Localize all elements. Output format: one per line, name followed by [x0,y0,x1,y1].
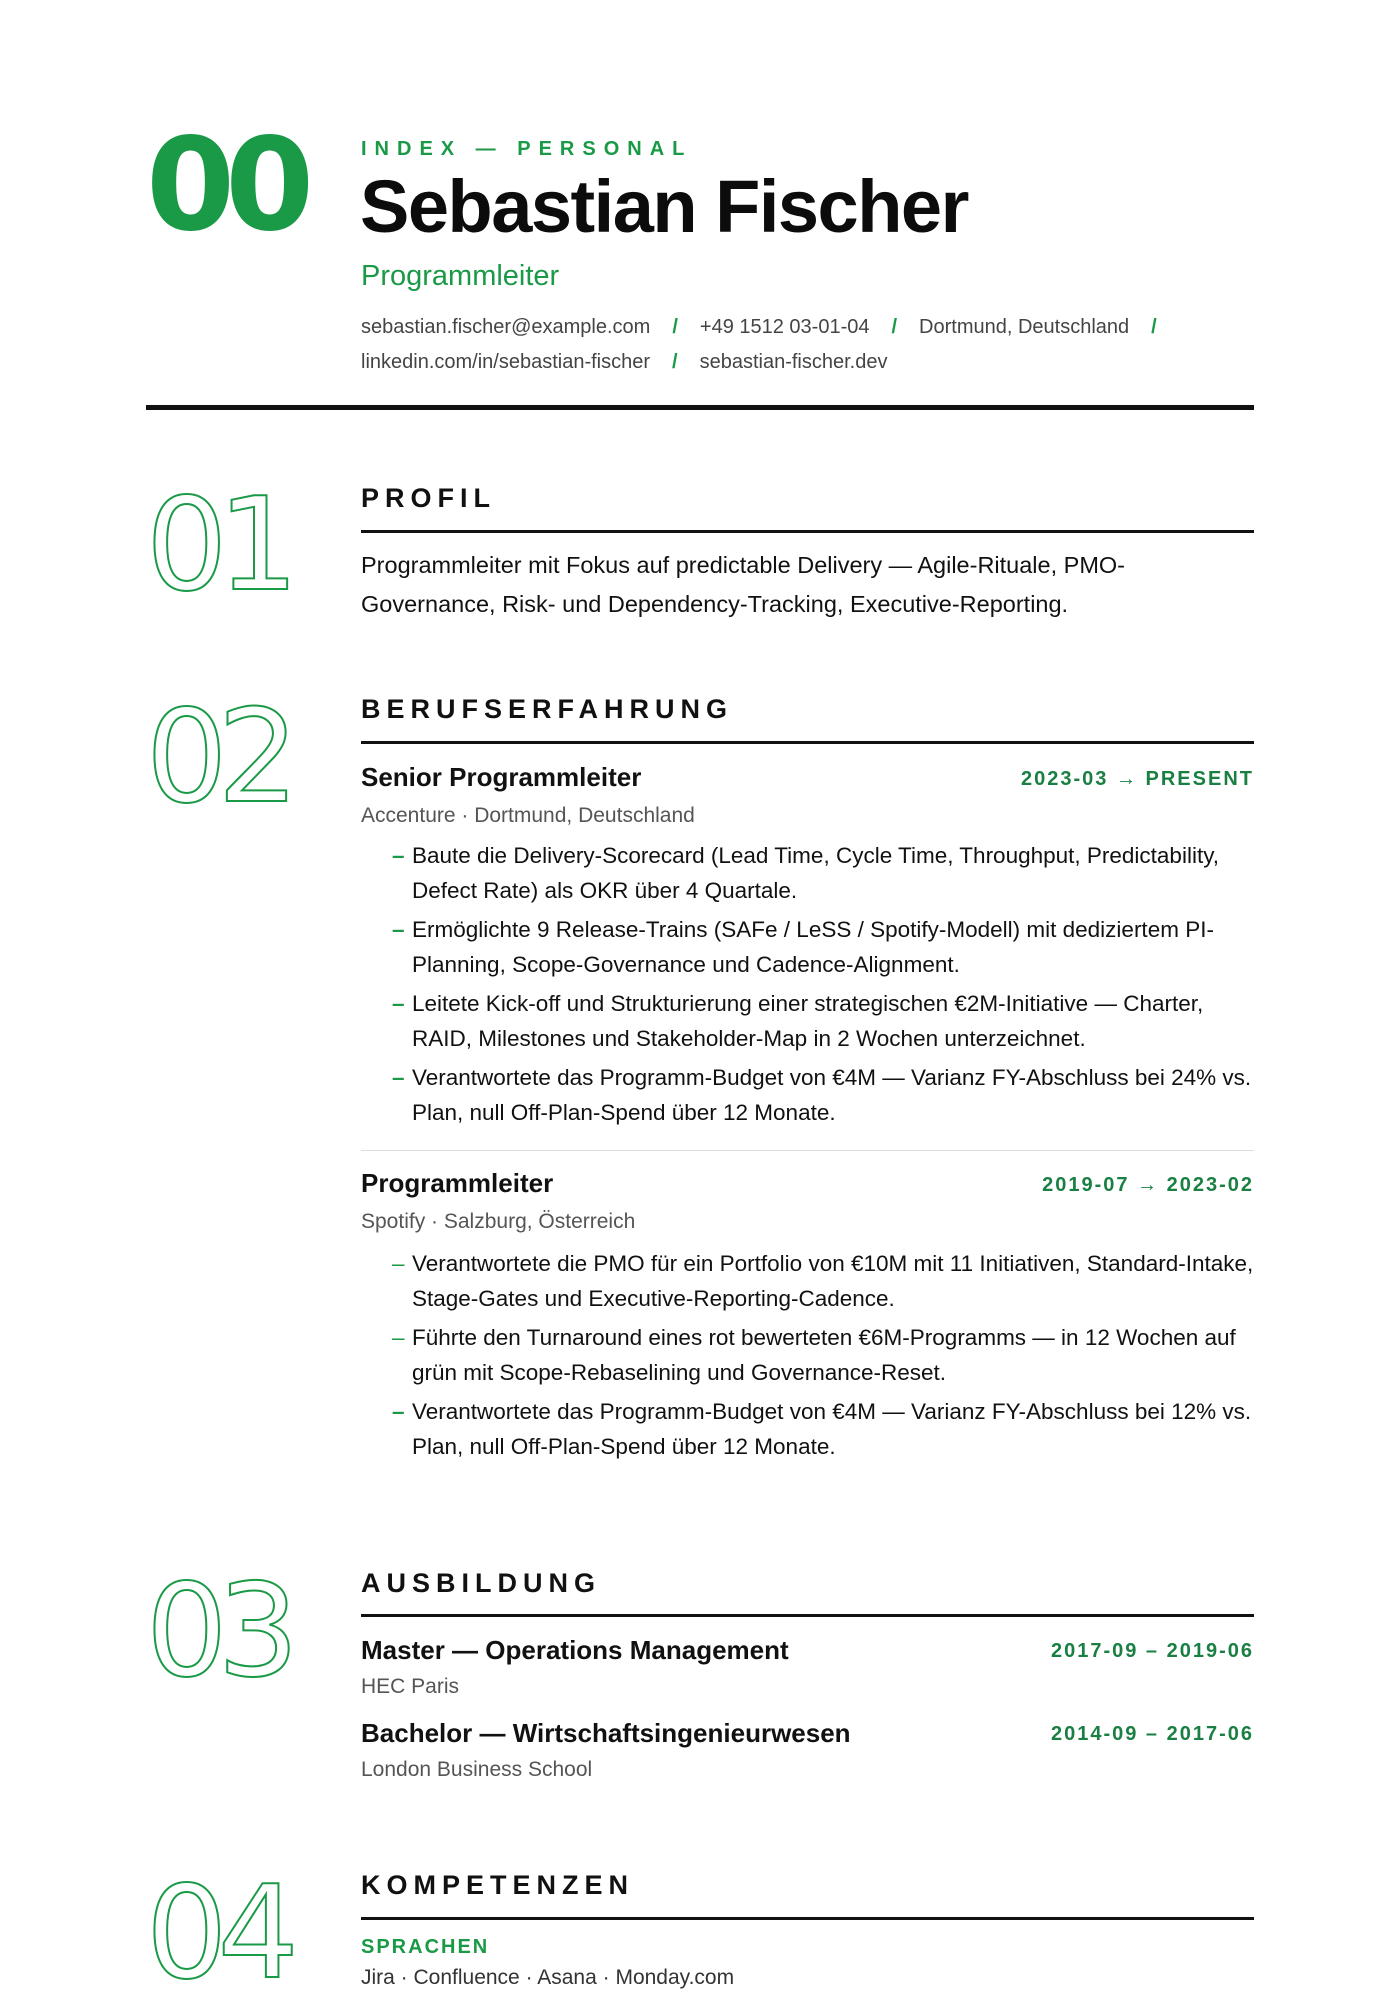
index-number-01: 01 [146,471,289,620]
section-rule [361,530,1254,533]
job-date: 2023-03 → PRESENT [1021,768,1254,790]
profile-text: Programmleiter mit Fokus auf predictable Delivery — Agile-Rituale, PMO-Governance, Risk- und Dependency-Tracking, Executive-Reporting. [361,552,1126,617]
index-number-03: 03 [146,1557,289,1706]
section-rule [361,1917,1254,1920]
bullet-dash-icon: – [392,843,405,868]
header-divider [146,405,1254,410]
job-bullets [392,1246,1254,1468]
skill-category: SPRACHEN [361,1936,490,1958]
list-item: – Verantwortete das Programm-Budget von €4M — Varianz FY-Abschluss bei 24% vs. Plan, null Off-Plan-Spend über 12 Monate. [392,1060,1254,1130]
section-rule [361,741,1254,744]
contact-email[interactable]: sebastian.fischer@example.com [361,316,651,338]
list-item: – Ermöglichte 9 Release-Trains (SAFe / LeSS / Spotify-Modell) mit dediziertem PI-Planning, Scope-Governance und Cadence-Alignment. [392,912,1254,982]
list-item: – Leitete Kick-off und Strukturierung einer strategischen €2M-Initiative — Charter, RAID, Milestones und Stakeholder-Map in 2 Wochen unterzeichnet. [392,986,1254,1056]
section-title-education: AUSBILDUNG [361,1568,601,1598]
bullet-dash-icon: – [392,1065,405,1090]
list-item: – Verantwortete das Programm-Budget von €4M — Varianz FY-Abschluss bei 12% vs. Plan, null Off-Plan-Spend über 12 Monate. [392,1394,1254,1464]
education-school: HEC Paris [361,1675,460,1698]
job-date: 2019-07 → 2023-02 [1042,1174,1254,1196]
job-company: Spotify · Salzburg, Österreich [361,1210,636,1233]
skill-list: Jira · Confluence · Asana · Monday.com [361,1966,735,1989]
contact-phone[interactable]: +49 1512 03-01-04 [699,316,870,338]
index-number-04: 04 [146,1859,289,2008]
job-bullets [392,838,1254,1134]
person-name: Sebastian Fischer [360,165,968,248]
contact-location: Dortmund, Deutschland [919,316,1130,338]
job-title: Programmleiter [361,1168,554,1198]
section-title-skills: KOMPETENZEN [361,1870,635,1900]
list-item: – Baute die Delivery-Scorecard (Lead Time, Cycle Time, Throughput, Predictability, Defect Rate) als OKR über 4 Quartale. [392,838,1254,908]
bullet-dash-icon: – [392,1251,405,1276]
bullet-dash-icon: – [392,1325,405,1350]
bullet-dash-icon: – [392,1399,405,1424]
education-date: 2017-09 – 2019-06 [1050,1640,1254,1662]
education-date: 2014-09 – 2017-06 [1050,1723,1254,1745]
contact-line-2 [361,351,1261,374]
contact-line-1 [361,316,1261,339]
job-title: Senior Programmleiter [361,762,642,792]
section-title-profile: PROFIL [361,483,496,513]
section-title-experience: BERUFSERFAHRUNG [361,694,734,724]
contact-website[interactable]: sebastian-fischer.dev [699,351,888,373]
index-number-02: 02 [146,683,289,832]
header-kicker: INDEX — PERSONAL [361,138,693,160]
bullet-dash-icon: – [392,991,405,1016]
person-role: Programmleiter [361,260,560,292]
job-company: Accenture · Dortmund, Deutschland [361,804,695,827]
contact-linkedin[interactable]: linkedin.com/in/sebastian-fischer [361,351,651,373]
education-degree: Master — Operations Management [361,1635,789,1665]
education-school: London Business School [361,1758,593,1781]
list-item: – Verantwortete die PMO für ein Portfolio von €10M mit 11 Initiativen, Standard-Intake, Stage-Gates und Executive-Reporting-Cadence. [392,1246,1254,1316]
index-number-00: 00 [146,111,305,260]
separator: / [891,316,898,338]
separator: / [672,316,678,338]
separator: / [672,351,678,373]
bullet-dash-icon: – [392,917,405,942]
separator: / [1151,316,1157,338]
list-item: – Führte den Turnaround eines rot bewerteten €6M-Programms — in 12 Wochen auf grün mit Scope-Rebaselining und Governance-Reset. [392,1320,1254,1390]
section-rule [361,1614,1254,1617]
education-degree: Bachelor — Wirtschaftsingenieurwesen [361,1718,851,1748]
job-divider [361,1150,1254,1151]
